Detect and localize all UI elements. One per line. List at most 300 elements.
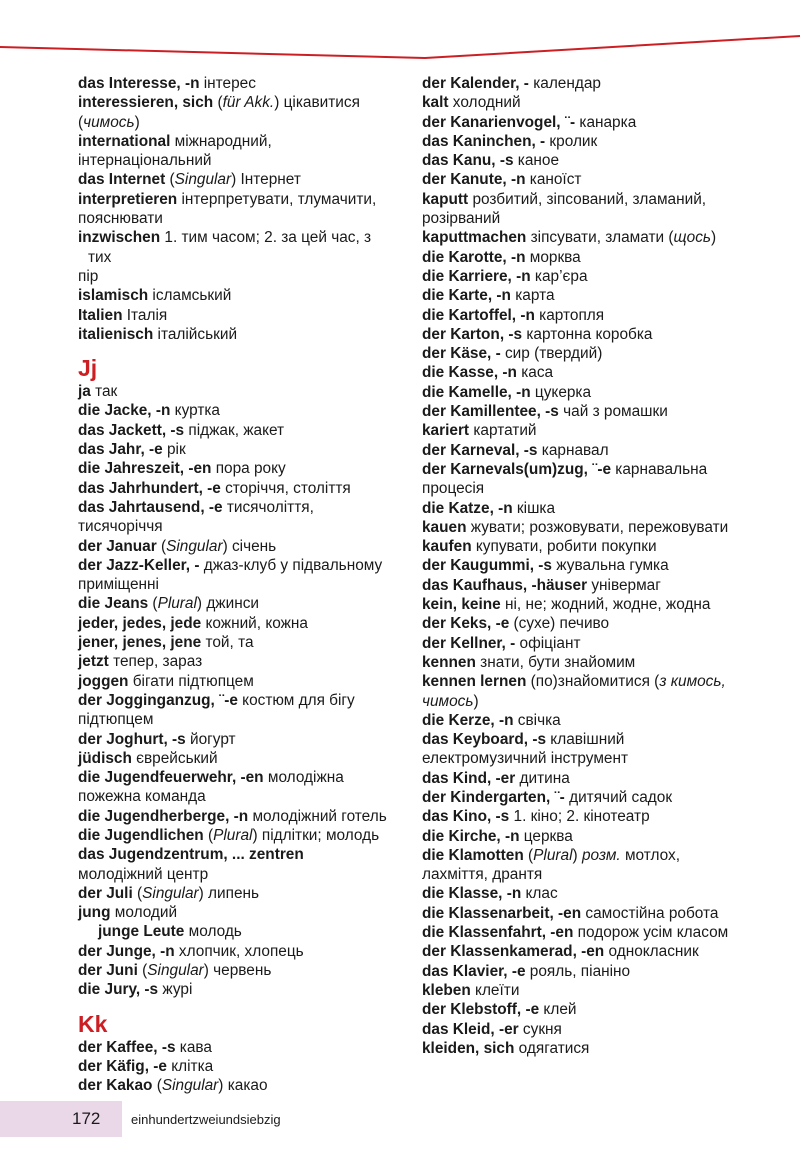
grammar-note: Singular bbox=[147, 962, 204, 980]
headword: die Jugendfeuerwehr, -en bbox=[78, 769, 264, 787]
dictionary-entry bbox=[78, 942, 398, 961]
headword: die Jahreszeit, -en bbox=[78, 460, 212, 478]
dictionary-entry bbox=[78, 826, 398, 845]
grammar-note: für Akk. bbox=[222, 94, 275, 112]
dictionary-entry bbox=[422, 807, 792, 826]
translation: піджак, жакет bbox=[184, 421, 285, 439]
grammar-note: Plural bbox=[213, 826, 253, 844]
translation: свічка bbox=[513, 711, 561, 729]
headword: die Klasse, -n bbox=[422, 885, 522, 903]
headword: kaufen bbox=[422, 538, 472, 556]
dictionary-entry bbox=[422, 344, 792, 363]
grammar-note: Plural bbox=[157, 595, 197, 613]
dictionary-entry bbox=[78, 594, 398, 613]
translation: ) цікавитися bbox=[274, 94, 360, 112]
translation: електромузичний інструмент bbox=[422, 750, 629, 768]
translation: ісламський bbox=[148, 287, 232, 305]
dictionary-entry bbox=[422, 421, 792, 440]
translation: інтернаціональний bbox=[78, 152, 212, 170]
headword: der Jogginganzug, ¨-e bbox=[78, 691, 238, 709]
translation: жувальна гумка bbox=[552, 557, 669, 575]
dictionary-entry bbox=[422, 730, 792, 749]
dictionary-entry bbox=[78, 672, 398, 691]
entry-continuation bbox=[78, 209, 398, 228]
footer-band bbox=[0, 1101, 122, 1137]
headword: die Kamelle, -n bbox=[422, 383, 531, 401]
translation: ( bbox=[137, 962, 148, 980]
translation: молодіжний центр bbox=[78, 865, 209, 883]
dictionary-entry bbox=[78, 1057, 398, 1076]
headword: der Keks, -e bbox=[422, 615, 510, 633]
headword: das Kleid, -er bbox=[422, 1020, 519, 1038]
grammar-note: з кимось, bbox=[659, 673, 726, 691]
dictionary-entry bbox=[422, 788, 792, 807]
entry-continuation bbox=[422, 865, 792, 884]
entry-continuation bbox=[422, 479, 792, 498]
entry-continuation bbox=[78, 710, 398, 729]
dictionary-entry bbox=[78, 325, 398, 344]
translation: журі bbox=[158, 981, 193, 999]
translation: карнавальна bbox=[611, 460, 708, 478]
headword: die Jugendherberge, -n bbox=[78, 807, 249, 825]
translation: куртка bbox=[170, 402, 220, 420]
dictionary-entry bbox=[78, 633, 398, 652]
entry-continuation bbox=[78, 787, 398, 806]
headword: der Käfig, -e bbox=[78, 1057, 167, 1075]
dictionary-entry bbox=[422, 402, 792, 421]
translation: картонна коробка bbox=[522, 325, 653, 343]
headword: der Kaffee, -s bbox=[78, 1038, 176, 1056]
headword: der Klebstoff, -e bbox=[422, 1001, 540, 1019]
page-number-words: einhundertzweiundsiebzig bbox=[131, 1112, 281, 1127]
translation: так bbox=[90, 383, 118, 401]
translation: холодний bbox=[448, 94, 521, 112]
translation: карта bbox=[510, 287, 555, 305]
translation: ) bbox=[710, 229, 717, 247]
headword: interessieren, sich bbox=[78, 94, 214, 112]
translation: купувати, робити покупки bbox=[471, 538, 657, 556]
translation: кар’єра bbox=[530, 267, 588, 285]
grammar-note: Singular bbox=[142, 884, 199, 902]
entry-continuation bbox=[422, 692, 792, 711]
headword: der Kanute, -n bbox=[422, 171, 526, 189]
dictionary-entry bbox=[422, 576, 792, 595]
headword: die Klassenarbeit, -en bbox=[422, 904, 582, 922]
dictionary-entry bbox=[422, 537, 792, 556]
dictionary-entry bbox=[422, 1020, 792, 1039]
headword: das Jahr, -e bbox=[78, 441, 163, 459]
grammar-note: щось bbox=[673, 229, 711, 247]
dictionary-entry bbox=[422, 132, 792, 151]
headword: italienisch bbox=[78, 325, 154, 343]
headword: die Karriere, -n bbox=[422, 267, 531, 285]
translation: каное bbox=[513, 152, 560, 170]
dictionary-entry bbox=[78, 440, 398, 459]
headword: junge Leute bbox=[98, 923, 185, 941]
right-column bbox=[422, 74, 792, 1058]
headword: der Karnevals(um)zug, ¨-e bbox=[422, 460, 612, 478]
headword: die Jury, -s bbox=[78, 981, 159, 999]
headword: kaputt bbox=[422, 190, 469, 208]
dictionary-entry bbox=[78, 479, 398, 498]
dictionary-entry bbox=[78, 961, 398, 980]
translation: процесія bbox=[422, 480, 485, 498]
headword: jener, jenes, jene bbox=[78, 634, 202, 652]
headword: kariert bbox=[422, 422, 470, 440]
headword: kennen lernen bbox=[422, 673, 527, 691]
dictionary-entry bbox=[78, 807, 398, 826]
headword: das Jahrhundert, -e bbox=[78, 479, 221, 497]
entry-continuation bbox=[78, 575, 398, 594]
dictionary-entry bbox=[78, 401, 398, 420]
dictionary-entry bbox=[78, 1076, 398, 1095]
translation: той, та bbox=[201, 634, 254, 652]
dictionary-entry bbox=[78, 980, 398, 999]
headword: der Kaugummi, -s bbox=[422, 557, 552, 575]
translation: бігати підтюпцем bbox=[128, 672, 254, 690]
entry-continuation bbox=[78, 113, 398, 132]
dictionary-entry bbox=[422, 441, 792, 460]
translation: ) липень bbox=[198, 884, 260, 902]
entry-continuation bbox=[422, 209, 792, 228]
headword: ja bbox=[78, 383, 91, 401]
translation: йогурт bbox=[185, 730, 236, 748]
dictionary-entry bbox=[78, 1038, 398, 1057]
headword: die Klassenfahrt, -en bbox=[422, 924, 574, 942]
translation: кожний, кожна bbox=[201, 614, 308, 632]
translation: цукерка bbox=[530, 383, 592, 401]
translation: канарка bbox=[575, 113, 637, 131]
translation: ) червень bbox=[203, 962, 272, 980]
headword: das Klavier, -e bbox=[422, 962, 526, 980]
dictionary-entry bbox=[422, 499, 792, 518]
dictionary-entry bbox=[422, 711, 792, 730]
translation: клей bbox=[539, 1001, 577, 1019]
translation: подорож усім класом bbox=[573, 924, 729, 942]
dictionary-entry bbox=[78, 382, 398, 401]
translation: міжнародний, bbox=[170, 132, 272, 150]
page-number: 172 bbox=[72, 1109, 101, 1128]
translation: ) Інтернет bbox=[231, 171, 301, 189]
dictionary-entry bbox=[78, 691, 398, 710]
translation: інтерпретувати, тлумачити, bbox=[177, 190, 377, 208]
headword: der Kakao bbox=[78, 1077, 153, 1095]
translation: картатий bbox=[469, 422, 537, 440]
headword: jüdisch bbox=[78, 749, 132, 767]
translation: пора року bbox=[211, 460, 286, 478]
translation: кролик bbox=[545, 132, 598, 150]
dictionary-entry bbox=[78, 537, 398, 556]
dictionary-entry bbox=[422, 363, 792, 382]
translation: тисячоріччя bbox=[78, 518, 163, 536]
letter-heading: Kk bbox=[78, 1010, 108, 1037]
translation: молодіжний готель bbox=[248, 807, 387, 825]
headword: die Katze, -n bbox=[422, 499, 513, 517]
dictionary-entry bbox=[422, 827, 792, 846]
translation: розбитий, зіпсований, зламаний, bbox=[468, 190, 707, 208]
headword: islamisch bbox=[78, 287, 149, 305]
translation: каса bbox=[516, 364, 554, 382]
dictionary-entry bbox=[422, 518, 792, 537]
translation: мотлох, bbox=[620, 846, 681, 864]
translation: кішка bbox=[512, 499, 556, 517]
dictionary-entry bbox=[78, 614, 398, 633]
translation: сторіччя, століття bbox=[220, 479, 351, 497]
entry-continuation bbox=[422, 749, 792, 768]
dictionary-entry bbox=[78, 556, 398, 575]
translation: тисячоліття, bbox=[222, 498, 314, 516]
translation: сир (твердий) bbox=[500, 345, 603, 363]
headword: das Jugendzentrum, ... zentren bbox=[78, 846, 304, 864]
translation: молодь bbox=[184, 923, 242, 941]
translation: календар bbox=[528, 75, 601, 92]
dictionary-entry bbox=[422, 769, 792, 788]
dictionary-entry bbox=[422, 170, 792, 189]
headword: das Jackett, -s bbox=[78, 421, 185, 439]
dictionary-entry bbox=[422, 595, 792, 614]
dictionary-entry bbox=[78, 884, 398, 903]
headword: jetzt bbox=[78, 653, 109, 671]
dictionary-entry bbox=[422, 962, 792, 981]
headword: der Juli bbox=[78, 884, 133, 902]
left-column bbox=[78, 74, 398, 1096]
translation: хлопчик, хлопець bbox=[174, 942, 304, 960]
translation: ) bbox=[134, 113, 140, 131]
translation: ( bbox=[152, 1077, 162, 1095]
sub-entry bbox=[78, 922, 398, 941]
headword: der Joghurt, -s bbox=[78, 730, 186, 748]
dictionary-entry bbox=[78, 459, 398, 478]
dictionary-entry bbox=[422, 286, 792, 305]
translation: (сухе) печиво bbox=[509, 615, 610, 633]
headword: die Karotte, -n bbox=[422, 248, 526, 266]
headword: die Kasse, -n bbox=[422, 364, 517, 382]
headword: das Kaufhaus, -häuser bbox=[422, 576, 588, 594]
translation: офіціант bbox=[515, 634, 581, 652]
dictionary-entry bbox=[422, 653, 792, 672]
entry-continuation bbox=[78, 267, 398, 286]
translation: сукня bbox=[518, 1020, 562, 1038]
headword: das Kanu, -s bbox=[422, 152, 514, 170]
grammar-note: чимось bbox=[422, 692, 474, 710]
grammar-note: Plural bbox=[533, 846, 573, 864]
section-gap bbox=[78, 344, 398, 352]
dictionary-entry bbox=[78, 421, 398, 440]
headword: Italien bbox=[78, 306, 123, 324]
dictionary-entry bbox=[422, 884, 792, 903]
headword: der Käse, - bbox=[422, 345, 501, 363]
translation: ( bbox=[78, 113, 84, 131]
headword: das Kaninchen, - bbox=[422, 132, 546, 150]
headword: der Kamillentee, -s bbox=[422, 403, 559, 421]
dictionary-entry bbox=[422, 672, 792, 691]
translation: джаз-клуб у підвальному bbox=[199, 556, 383, 574]
dictionary-entry bbox=[422, 93, 792, 112]
translation: клавішний bbox=[546, 731, 625, 749]
dictionary-entry bbox=[78, 190, 398, 209]
headword: der Januar bbox=[78, 537, 157, 555]
translation: універмаг bbox=[587, 576, 661, 594]
translation: зіпсувати, зламати ( bbox=[526, 229, 674, 247]
translation: ( bbox=[132, 884, 143, 902]
headword: jeder, jedes, jede bbox=[78, 614, 202, 632]
headword: die Kerze, -n bbox=[422, 711, 514, 729]
headword: der Klassenkamerad, -en bbox=[422, 943, 605, 961]
dictionary-entry bbox=[78, 768, 398, 787]
translation: ( bbox=[203, 826, 214, 844]
translation: рік bbox=[162, 441, 186, 459]
grammar-note: Singular bbox=[166, 537, 223, 555]
headword: kein, keine bbox=[422, 596, 501, 614]
dictionary-entry bbox=[78, 228, 398, 267]
headword: kleben bbox=[422, 981, 471, 999]
dictionary-entry bbox=[422, 942, 792, 961]
entry-continuation bbox=[78, 151, 398, 170]
headword: kalt bbox=[422, 94, 449, 112]
translation: ( bbox=[148, 595, 158, 613]
translation: кава bbox=[175, 1038, 212, 1056]
headword: der Jazz-Keller, - bbox=[78, 556, 200, 574]
headword: der Kalender, - bbox=[422, 75, 529, 92]
translation: дитячий садок bbox=[564, 788, 673, 806]
translation: єврейський bbox=[131, 749, 218, 767]
translation: ( bbox=[156, 537, 167, 555]
dictionary-entry bbox=[422, 1039, 792, 1058]
translation: ) підлітки; молодь bbox=[252, 826, 380, 844]
dictionary-entry bbox=[422, 556, 792, 575]
headword: der Karton, -s bbox=[422, 325, 523, 343]
headword: die Jacke, -n bbox=[78, 402, 171, 420]
translation: рояль, піаніно bbox=[525, 962, 631, 980]
translation: пір bbox=[78, 267, 99, 285]
translation: однокласник bbox=[604, 943, 699, 961]
translation: 1. кіно; 2. кінотеатр bbox=[509, 808, 650, 826]
headword: der Kanarienvogel, ¨- bbox=[422, 113, 576, 131]
translation: 1. тим часом; 2. за цей час, з тих bbox=[88, 229, 372, 266]
headword: das Internet bbox=[78, 171, 166, 189]
headword: das Interesse, -n bbox=[78, 75, 200, 92]
headword: der Kellner, - bbox=[422, 634, 516, 652]
headword: kaputtmachen bbox=[422, 229, 527, 247]
dictionary-entry bbox=[78, 845, 398, 864]
entry-continuation bbox=[78, 517, 398, 536]
translation: клітка bbox=[166, 1057, 214, 1075]
headword: der Junge, -n bbox=[78, 942, 175, 960]
dictionary-entry bbox=[422, 383, 792, 402]
translation: розірваний bbox=[422, 210, 501, 228]
translation: клас bbox=[521, 885, 558, 903]
translation: приміщенні bbox=[78, 576, 159, 594]
dictionary-entry bbox=[422, 267, 792, 286]
translation: тепер, зараз bbox=[108, 653, 203, 671]
headword: das Keyboard, -s bbox=[422, 731, 547, 749]
headword: die Jugendlichen bbox=[78, 826, 204, 844]
translation: пожежна команда bbox=[78, 788, 206, 806]
translation: інтерес bbox=[199, 75, 256, 92]
translation: морква bbox=[525, 248, 581, 266]
grammar-note: розм. bbox=[581, 846, 621, 864]
headword: international bbox=[78, 132, 171, 150]
dictionary-entry bbox=[78, 74, 398, 93]
header-red-line bbox=[0, 0, 800, 70]
letter-heading: Jj bbox=[78, 355, 98, 382]
translation: знати, бути знайомим bbox=[475, 653, 636, 671]
headword: der Karneval, -s bbox=[422, 441, 538, 459]
translation: пояснювати bbox=[78, 210, 163, 228]
grammar-note: чимось bbox=[83, 113, 135, 131]
dictionary-entry bbox=[422, 325, 792, 344]
translation: каноїст bbox=[525, 171, 582, 189]
translation: лахміття, дрантя bbox=[422, 866, 543, 884]
dictionary-entry bbox=[422, 634, 792, 653]
translation: костюм для бігу bbox=[237, 691, 355, 709]
dictionary-entry bbox=[78, 132, 398, 151]
headword: joggen bbox=[78, 672, 129, 690]
translation: ) какао bbox=[218, 1077, 268, 1095]
dictionary-entry bbox=[78, 306, 398, 325]
dictionary-entry bbox=[422, 228, 792, 247]
headword: inzwischen bbox=[78, 229, 161, 247]
translation: одягатися bbox=[514, 1039, 590, 1057]
dictionary-entry bbox=[422, 1000, 792, 1019]
headword: das Jahrtausend, -e bbox=[78, 498, 223, 516]
headword: die Kirche, -n bbox=[422, 827, 520, 845]
translation: ) bbox=[473, 692, 479, 710]
headword: die Jeans bbox=[78, 595, 149, 613]
translation: підтюпцем bbox=[78, 711, 154, 729]
translation: ) січень bbox=[222, 537, 277, 555]
headword: kennen bbox=[422, 653, 476, 671]
dictionary-entry bbox=[78, 652, 398, 671]
translation: ( bbox=[165, 171, 175, 189]
dictionary-entry bbox=[78, 93, 398, 112]
dictionary-entry bbox=[78, 498, 398, 517]
dictionary-entry bbox=[422, 248, 792, 267]
grammar-note: Singular bbox=[174, 171, 232, 189]
dictionary-entry bbox=[422, 113, 792, 132]
section-gap bbox=[78, 1000, 398, 1008]
translation: ( bbox=[523, 846, 534, 864]
dictionary-entry bbox=[78, 286, 398, 305]
headword: die Kartoffel, -n bbox=[422, 306, 535, 324]
translation: жувати; розжовувати, пережовувати bbox=[466, 518, 729, 536]
dictionary-entry bbox=[422, 151, 792, 170]
translation: молодий bbox=[110, 904, 178, 922]
headword: die Klamotten bbox=[422, 846, 524, 864]
translation: Італія bbox=[122, 306, 168, 324]
translation: ) джинси bbox=[196, 595, 259, 613]
dictionary-entry bbox=[422, 74, 792, 93]
headword: die Karte, -n bbox=[422, 287, 511, 305]
dictionary-entry bbox=[422, 190, 792, 209]
translation: чай з ромашки bbox=[558, 403, 668, 421]
translation: ні, не; жодний, жодне, жодна bbox=[500, 596, 711, 614]
dictionary-entry bbox=[422, 846, 792, 865]
headword: das Kino, -s bbox=[422, 808, 510, 826]
headword: kauen bbox=[422, 518, 467, 536]
translation: молодіжна bbox=[263, 769, 344, 787]
dictionary-entry bbox=[422, 904, 792, 923]
dictionary-entry bbox=[78, 730, 398, 749]
translation: ( bbox=[213, 94, 223, 112]
entry-continuation bbox=[78, 865, 398, 884]
dictionary-entry bbox=[78, 903, 398, 922]
translation: церква bbox=[519, 827, 573, 845]
translation: італійський bbox=[153, 325, 238, 343]
dictionary-entry bbox=[78, 170, 398, 189]
translation: карнавал bbox=[537, 441, 609, 459]
dictionary-entry bbox=[422, 614, 792, 633]
